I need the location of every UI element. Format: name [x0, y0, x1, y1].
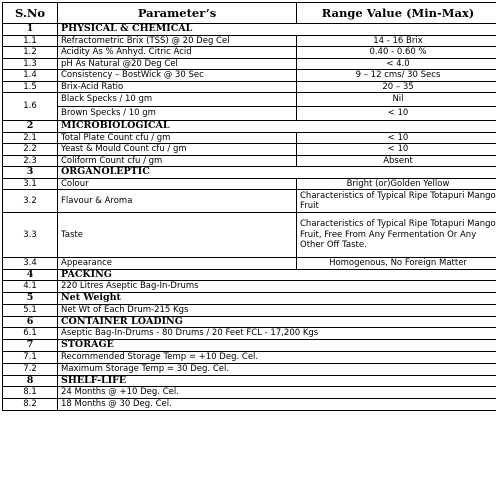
- row-number: 6.1: [3, 328, 58, 340]
- table-row: [3, 47, 496, 59]
- row-range: < 10: [297, 132, 496, 144]
- row-number: 3.3: [3, 213, 58, 258]
- row-parameter: pH As Natural @20 Deg Cel: [58, 58, 297, 70]
- table-row: [3, 144, 496, 156]
- row-range: Bright (or)Golden Yellow: [297, 178, 496, 190]
- row-parameter: Coliform Count cfu / gm: [58, 155, 297, 167]
- row-range: 0.40 - 0.60 %: [297, 47, 496, 59]
- section-row: [3, 340, 496, 352]
- row-range: Nil: [392, 94, 404, 104]
- row-number: 1.6: [3, 93, 58, 121]
- section-row: [3, 121, 496, 133]
- header-range: Range Value (Min-Max): [297, 3, 496, 24]
- row-number: 8.1: [3, 387, 58, 399]
- table-row: [3, 351, 496, 363]
- section-number: 8: [3, 375, 58, 387]
- row-range-group: [297, 93, 496, 121]
- section-row: [3, 269, 496, 281]
- header-row: [3, 3, 496, 24]
- row-range: < 10: [297, 106, 496, 120]
- row-range: Absent: [297, 155, 496, 167]
- section-title: STORAGE: [58, 340, 496, 352]
- row-range: Characteristics of Typical Ripe Totapuri Mango Fruit: [297, 190, 496, 213]
- table-row: [3, 93, 496, 121]
- row-number: 8.2: [3, 399, 58, 411]
- section-number: 1: [3, 24, 58, 36]
- row-number: 1.2: [3, 47, 58, 59]
- header-parameter: Parameter’s: [58, 3, 297, 24]
- row-parameter: Black Specks / 10 gm: [61, 94, 153, 104]
- row-range: 20 – 35: [297, 81, 496, 93]
- table-row: [3, 178, 496, 190]
- row-parameter: Consistency – BostWick @ 30 Sec: [58, 70, 297, 82]
- table-row: [3, 281, 496, 293]
- table-row: [3, 58, 496, 70]
- row-range: < 4.0: [297, 58, 496, 70]
- section-title: SHELF-LIFE: [58, 375, 496, 387]
- table-row: [3, 190, 496, 213]
- section-number: 6: [3, 316, 58, 328]
- table-row: [3, 213, 496, 258]
- table-row: [3, 258, 496, 270]
- row-number: 1.4: [3, 70, 58, 82]
- row-range: 9 – 12 cms/ 30 Secs: [297, 70, 496, 82]
- row-number: 1.5: [3, 81, 58, 93]
- table-row: [3, 304, 496, 316]
- row-parameter: Yeast & Mould Count cfu / gm: [58, 144, 297, 156]
- table-row: [3, 35, 496, 47]
- section-number: 3: [3, 167, 58, 179]
- row-parameter: Flavour & Aroma: [58, 190, 297, 213]
- table-row: [3, 328, 496, 340]
- row-number: 7.1: [3, 351, 58, 363]
- section-number: 4: [3, 269, 58, 281]
- row-number: 1.3: [3, 58, 58, 70]
- row-text: 24 Months @ +10 Deg. Cel.: [58, 387, 496, 399]
- row-number: 2.3: [3, 155, 58, 167]
- section-title: ORGANOLEPTIC: [58, 167, 496, 179]
- section-title: PHYSICAL & CHEMICAL: [58, 24, 496, 36]
- section-title: CONTAINER LOADING: [58, 316, 496, 328]
- row-range: Homogenous, No Foreign Matter: [297, 258, 496, 270]
- row-text: 18 Months @ 30 Deg. Cel.: [58, 399, 496, 411]
- row-number: 2.2: [3, 144, 58, 156]
- row-text: 220 Litres Aseptic Bag-In-Drums: [58, 281, 496, 293]
- row-range: < 10: [297, 144, 496, 156]
- row-number: 2.1: [3, 132, 58, 144]
- row-number: 4.1: [3, 281, 58, 293]
- table-row: [3, 363, 496, 375]
- row-parameter: Refractometric Brix (TSS) @ 20 Deg Cel: [58, 35, 297, 47]
- section-row: [3, 167, 496, 179]
- row-parameter: Colour: [58, 178, 297, 190]
- row-range: Characteristics of Typical Ripe Totapuri Mango Fruit, Free From Any Fermentation Or Any Other Off Taste.: [297, 213, 496, 258]
- table-row: [3, 132, 496, 144]
- section-title: Net Weight: [58, 293, 496, 305]
- table-body: [3, 24, 496, 411]
- row-text: Aseptic Bag-In-Drums - 80 Drums / 20 Feet FCL - 17,200 Kgs: [58, 328, 496, 340]
- row-number: 7.2: [3, 363, 58, 375]
- section-title: MICROBIOLOGICAL: [58, 121, 496, 133]
- section-row: [3, 316, 496, 328]
- section-number: 7: [3, 340, 58, 352]
- row-parameter: Acidity As % Anhyd. Citric Acid: [58, 47, 297, 59]
- table-row: [3, 70, 496, 82]
- section-row: [3, 375, 496, 387]
- section-title: PACKING: [58, 269, 496, 281]
- section-row: [3, 293, 496, 305]
- table-row: [3, 81, 496, 93]
- section-number: 5: [3, 293, 58, 305]
- row-parameter: Appearance: [58, 258, 297, 270]
- row-parameter: Taste: [58, 213, 297, 258]
- row-number: 3.2: [3, 190, 58, 213]
- row-number: 1.1: [3, 35, 58, 47]
- section-row: [3, 24, 496, 36]
- row-parameter: Brix-Acid Ratio: [58, 81, 297, 93]
- row-parameter-group: [58, 93, 297, 121]
- section-number: 2: [3, 121, 58, 133]
- table-row: [3, 399, 496, 411]
- row-text: Maximum Storage Temp = 30 Deg. Cel.: [58, 363, 496, 375]
- row-range: 14 - 16 Brix: [297, 35, 496, 47]
- row-text: Recommended Storage Temp = +10 Deg. Cel.: [58, 351, 496, 363]
- row-number: 5.1: [3, 304, 58, 316]
- row-number: 3.1: [3, 178, 58, 190]
- table-row: [3, 387, 496, 399]
- spec-table: [2, 2, 496, 411]
- row-number: 3.4: [3, 258, 58, 270]
- row-parameter: Brown Specks / 10 gm: [58, 106, 296, 120]
- header-sno: S.No: [3, 3, 58, 24]
- row-parameter: Total Plate Count cfu / gm: [58, 132, 297, 144]
- row-text: Net Wt of Each Drum-215 Kgs: [58, 304, 496, 316]
- table-row: [3, 155, 496, 167]
